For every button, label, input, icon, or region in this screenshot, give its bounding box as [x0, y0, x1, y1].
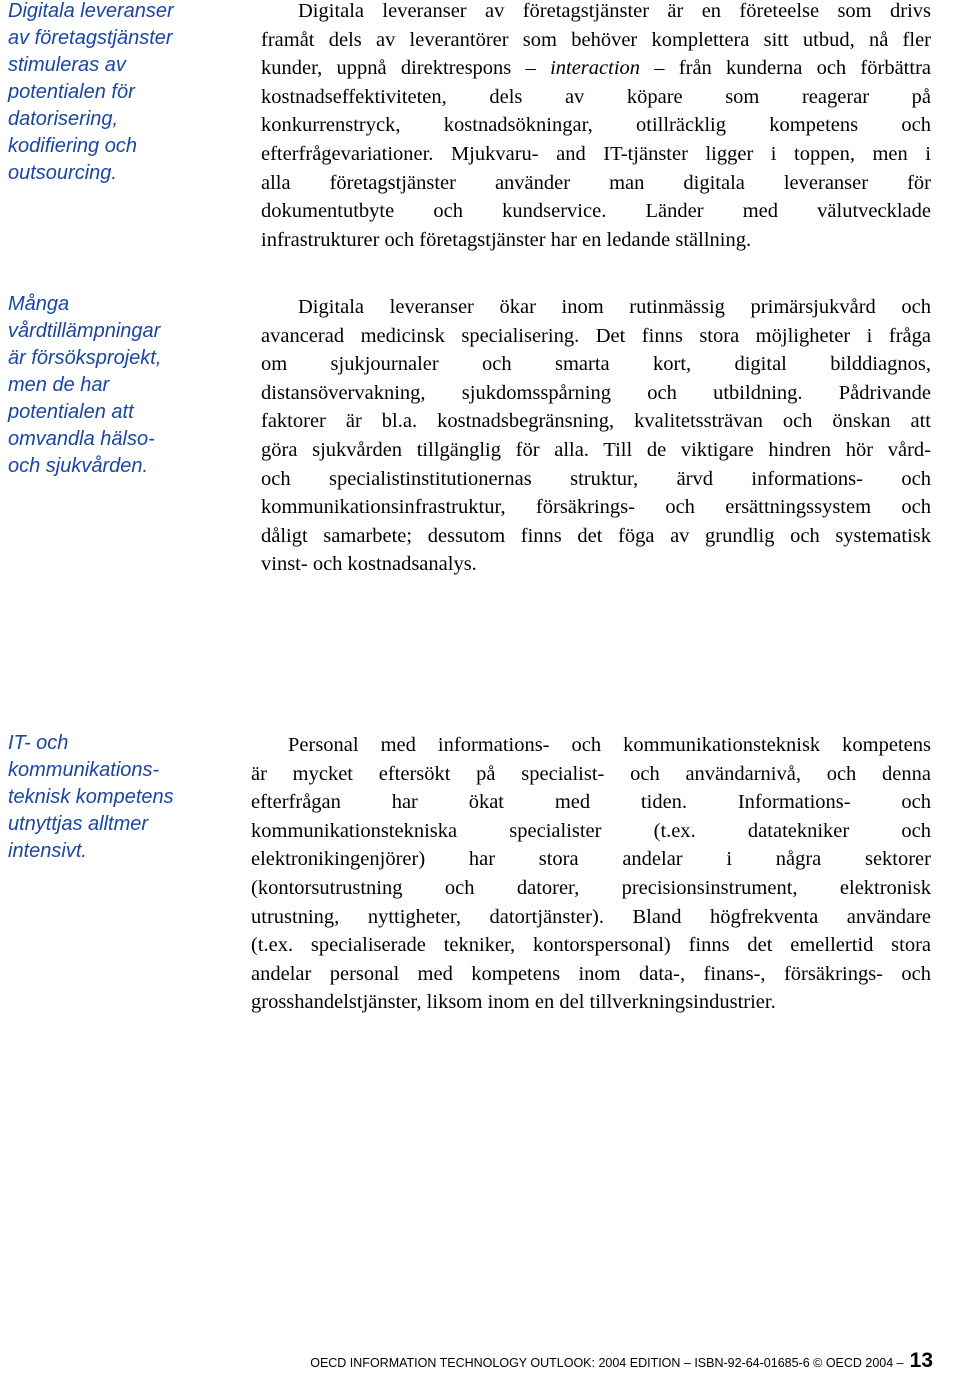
paragraph-line: distansövervakning, sjukdomsspårning och utbildning. Pådrivande — [261, 381, 931, 404]
paragraph-line: konkurrenstryck, kostnadsökningar, otillräcklig kompetens och — [261, 114, 931, 137]
paragraph-line: andelar personal med kompetens inom data-, finans-, försäkrings- och — [251, 962, 931, 985]
margin-note-line: utnyttjas alltmer — [8, 813, 149, 835]
margin-note-line: stimuleras av — [8, 54, 126, 76]
paragraph-line: kostnadseffektiviteten, dels av köpare som reagerar på — [261, 85, 931, 108]
paragraph-line: alla företagstjänster använder man digitala leveranser för — [261, 171, 931, 194]
paragraph-line: framåt dels av leverantörer som behöver komplettera sitt utbud, nå fler — [261, 28, 931, 51]
paragraph-line: faktorer är bl.a. kostnadsbegränsning, kvalitetssträvan och önskan att — [261, 410, 931, 433]
paragraph-line: är mycket eftersökt på specialist- och användarnivå, och denna — [251, 762, 931, 785]
margin-note-line: vårdtillämpningar — [8, 320, 161, 342]
margin-note-line: Många — [8, 293, 70, 315]
margin-note-line: men de har — [8, 374, 110, 396]
paragraph-line: infrastrukturer och företagstjänster har en ledande ställning. — [261, 228, 752, 251]
margin-note-line: intensivt. — [8, 840, 87, 862]
margin-note-line: teknisk kompetens — [8, 786, 174, 808]
paragraph-line: kommunikationstekniska specialister (t.ex. datatekniker och — [251, 819, 931, 842]
paragraph-line: (kontorsutrustning och datorer, precisionsinstrument, elektronisk — [251, 876, 931, 899]
paragraph-line: grosshandelstjänster, liksom inom en del tillverkningsindustrier. — [251, 991, 776, 1014]
page-footer — [310, 1349, 933, 1373]
paragraph-line: kommunikationsinfrastruktur, försäkrings- och ersättningssystem och — [261, 496, 931, 519]
paragraph-line: dåligt samarbete; dessutom finns det föga av grundlig och systematisk — [261, 524, 931, 547]
margin-note-ict-skills — [8, 730, 198, 865]
margin-note-line: är försöksprojekt, — [8, 347, 162, 369]
paragraph-line: dokumentutbyte och kundservice. Länder med välutvecklade — [261, 200, 931, 223]
footer-text: OECD INFORMATION TECHNOLOGY OUTLOOK: 2004 EDITION – ISBN-92-64-01685-6 © OECD 2004 – — [310, 1356, 904, 1370]
paragraph-line: utrustning, nyttigheter, datortjänster). Bland högfrekventa användare — [251, 905, 931, 928]
paragraph-line: efterfrågevariationer. Mjukvaru- and IT-tjänster ligger i toppen, men i — [261, 142, 931, 165]
margin-note-line: IT- och — [8, 732, 69, 754]
margin-note-healthcare — [8, 291, 198, 480]
paragraph-ict-skills — [251, 731, 931, 1017]
paragraph-line: och specialistinstitutionernas struktur, ärvd informations- och — [261, 467, 931, 490]
margin-note-line: omvandla hälso- — [8, 428, 155, 450]
margin-note-line: kodifiering och — [8, 135, 137, 157]
paragraph-line: Personal med informations- och kommunikationsteknisk kompetens — [288, 734, 931, 756]
paragraph-line: (t.ex. specialiserade tekniker, kontorspersonal) finns det emellertid stora — [251, 934, 931, 957]
paragraph-line: Digitala leveranser ökar inom rutinmässig primärsjukvård och — [298, 296, 931, 318]
margin-note-line: av företagstjänster — [8, 27, 173, 49]
margin-note-line: potentialen för — [8, 81, 135, 103]
margin-note-line: Digitala leveranser — [8, 0, 174, 22]
paragraph-line — [261, 54, 931, 83]
margin-note-line: outsourcing. — [8, 162, 117, 184]
paragraph-line: efterfrågan har ökat med tiden. Informations- och — [251, 791, 931, 814]
paragraph-line: om sjukjournaler och smarta kort, digital bilddiagnos, — [261, 353, 931, 376]
paragraph-line: avancerad medicinsk specialisering. Det finns stora möjligheter i fråga — [261, 324, 931, 347]
margin-note-digital-delivery — [8, 0, 198, 187]
paragraph-line: Digitala leveranser av företagstjänster är en företeelse som drivs — [298, 0, 931, 22]
paragraph-line: göra sjukvården tillgänglig för alla. Till de viktigare hindren hör vård- — [261, 438, 931, 461]
paragraph-digital-delivery — [261, 0, 931, 254]
margin-note-line: kommunikations- — [8, 759, 160, 781]
paragraph-line: elektronikingenjörer) har stora andelar i några sektorer — [251, 848, 931, 871]
margin-note-line: datorisering, — [8, 108, 119, 130]
italic-term: interaction — [550, 57, 641, 80]
paragraph-healthcare — [261, 293, 931, 579]
line-text: kunder, uppnå direktrespons – — [261, 57, 551, 80]
margin-note-line: potentialen att — [8, 401, 134, 423]
line-text: – från kunderna och förbättra — [640, 57, 932, 80]
page-number: 13 — [909, 1349, 933, 1372]
paragraph-line: vinst- och kostnadsanalys. — [261, 553, 477, 576]
margin-note-line: och sjukvården. — [8, 455, 149, 477]
